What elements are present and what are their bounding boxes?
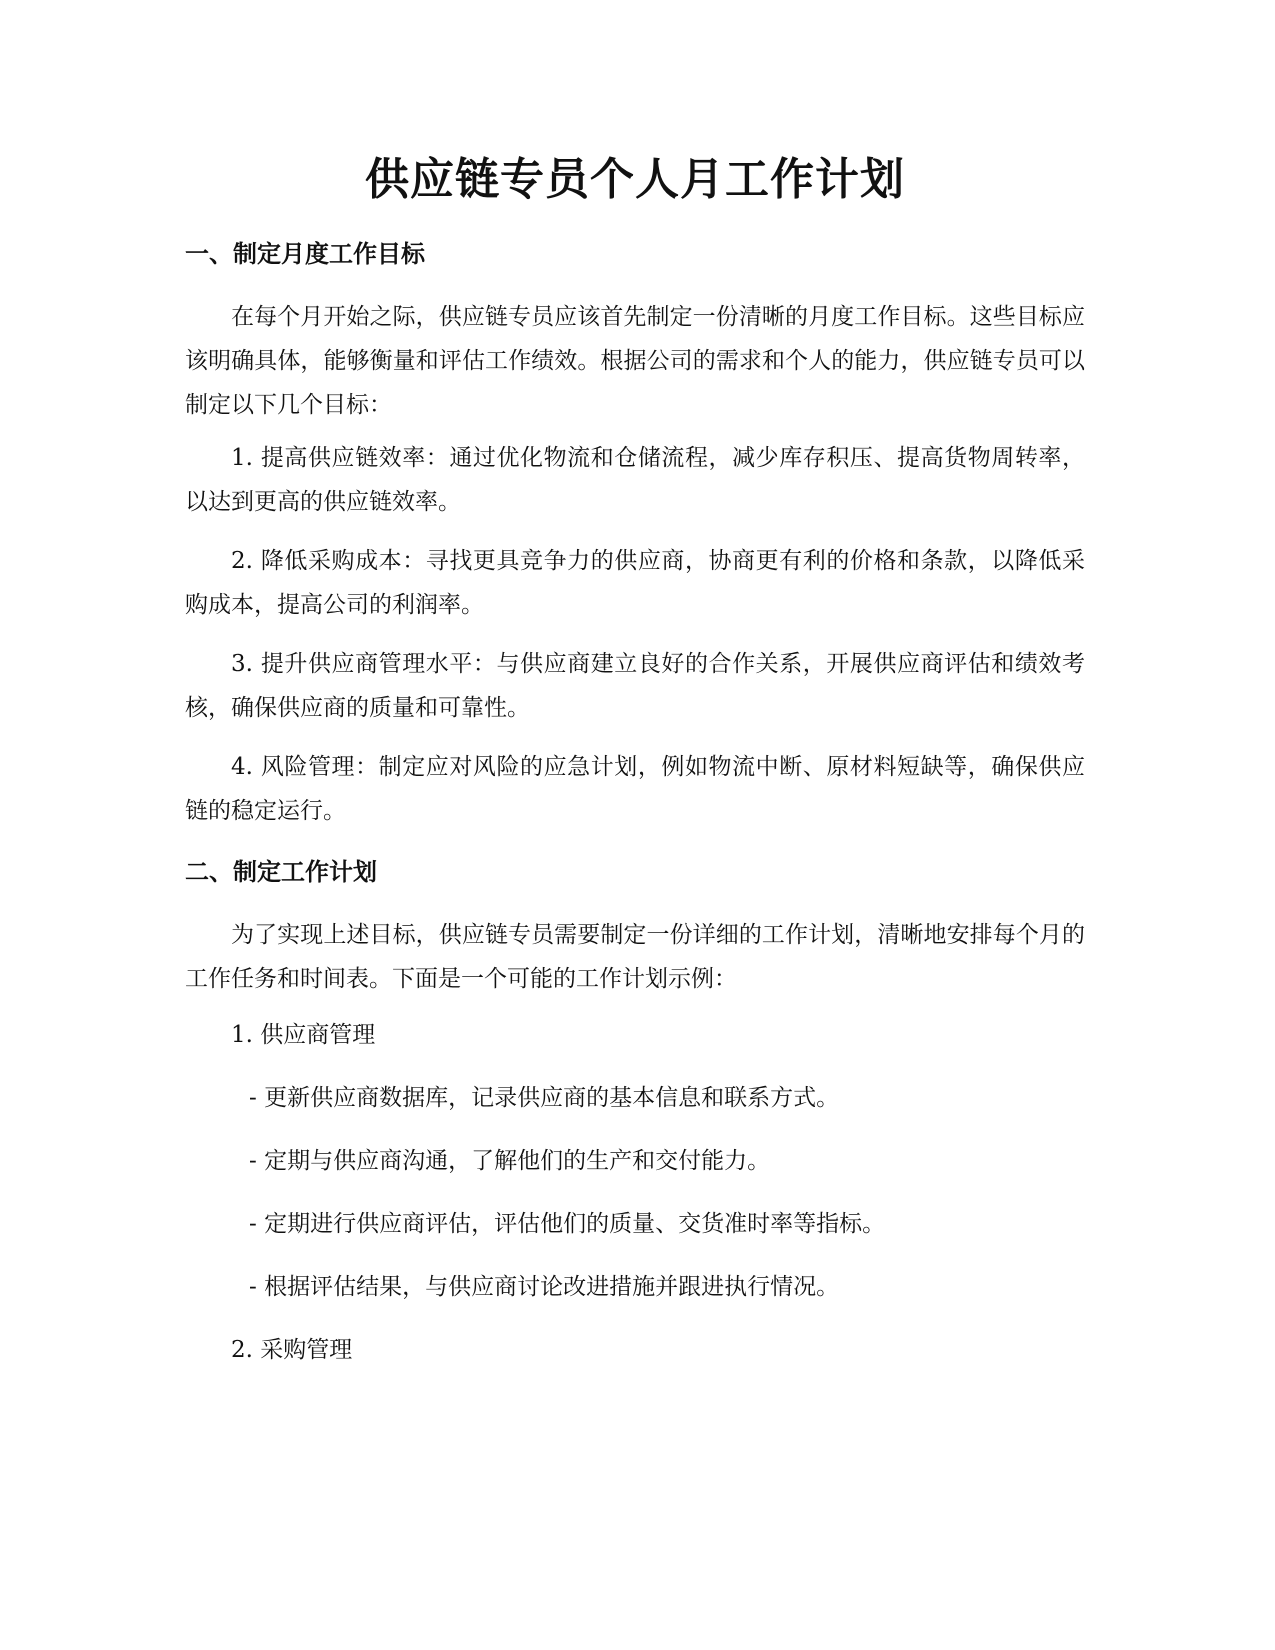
section-heading-goals: 一、制定月度工作目标: [185, 240, 425, 268]
goal-item: 2. 降低采购成本：寻找更具竞争力的供应商，协商更有利的价格和条款，以降低采购成本，提高公司的利润率。: [185, 548, 1085, 618]
section-plan-intro: 为了实现上述目标，供应链专员需要制定一份详细的工作计划，清晰地安排每个月的工作任务和时间表。下面是一个可能的工作计划示例：: [185, 922, 1085, 992]
plan-task: - 更新供应商数据库，记录供应商的基本信息和联系方式。: [249, 1085, 840, 1111]
plan-task: - 定期与供应商沟通，了解他们的生产和交付能力。: [249, 1148, 771, 1174]
section-goals-intro: 在每个月开始之际，供应链专员应该首先制定一份清晰的月度工作目标。这些目标应该明确具体，能够衡量和评估工作绩效。根据公司的需求和个人的能力，供应链专员可以制定以下几个目标：: [185, 304, 1085, 418]
plan-item-procurement-management: 2. 采购管理: [231, 1337, 353, 1363]
document-title: 供应链专员个人月工作计划: [365, 154, 905, 205]
goal-item: 4. 风险管理：制定应对风险的应急计划，例如物流中断、原材料短缺等，确保供应链的稳定运行。: [185, 754, 1085, 824]
goal-item: 3. 提升供应商管理水平：与供应商建立良好的合作关系，开展供应商评估和绩效考核，确保供应商的质量和可靠性。: [185, 651, 1085, 721]
plan-task: - 根据评估结果，与供应商讨论改进措施并跟进执行情况。: [249, 1274, 840, 1300]
plan-item-supplier-management: 1. 供应商管理: [231, 1022, 376, 1048]
section-heading-plan: 二、制定工作计划: [185, 858, 377, 886]
goal-item: 1. 提高供应链效率：通过优化物流和仓储流程，减少库存积压、提高货物周转率，以达到更高的供应链效率。: [185, 445, 1085, 515]
plan-task: - 定期进行供应商评估，评估他们的质量、交货准时率等指标。: [249, 1211, 886, 1237]
